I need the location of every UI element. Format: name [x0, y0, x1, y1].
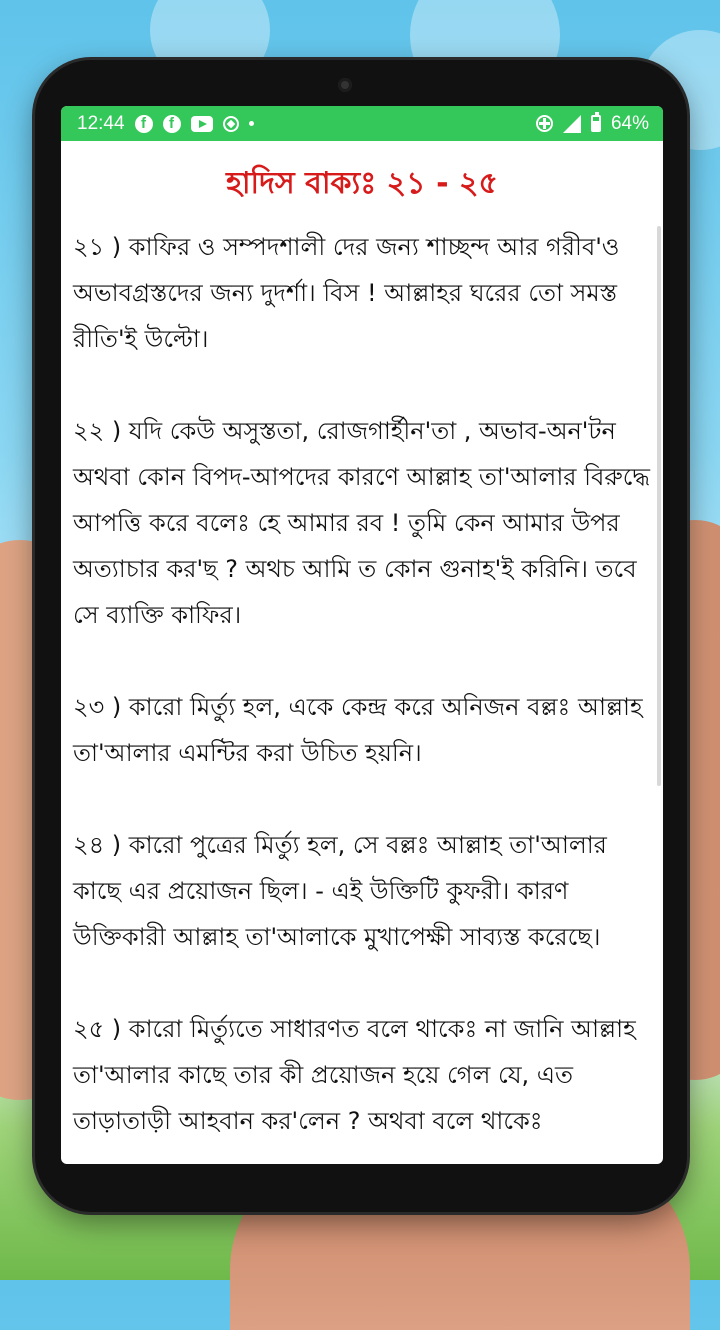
- hadith-21: ২১ ) কাফির ও সম্পদশালী দের জন্য শাচ্ছন্দ আর গরীব'ও অভাবগ্রস্তদের জন্য দুদর্শা। বিস ! আল্লাহর ঘরের তো সমস্ত রীতি'ই উল্টো।: [73, 233, 620, 353]
- status-right: [536, 113, 649, 135]
- hadith-24: ২৪ ) কারো পুত্রের মির্ত্যু হল, সে বল্লঃ আল্লাহ তা'আলার কাছে এর প্রয়োজন ছিল। - এই উক্তিটি কুফরী। কারণ উক্তিকারী আল্লাহ তা'আলাকে মুখাপেক্ষী সাব্যস্ত করেছে।: [73, 831, 607, 951]
- signal-icon: [563, 115, 581, 133]
- hadith-23: ২৩ ) কারো মির্ত্যু হল, একে কেন্দ্র করে অনিজন বল্লঃ আল্লাহ তা'আলার এমন্টির করা উচিত হয়নি।: [73, 693, 643, 767]
- aperture-icon: [223, 116, 239, 132]
- scrollbar[interactable]: [657, 226, 661, 786]
- hadith-content[interactable]: [61, 141, 663, 1144]
- hadith-25: ২৫ ) কারো মির্ত্যুতে সাধারণত বলে থাকেঃ না জানি আল্লাহ তা'আলার কাছে তার কী প্রয়োজন হয়ে গেল যে, এত তাড়াতাড়ী আহবান কর'লেন ? অথবা বলে থাকেঃ: [73, 1015, 636, 1135]
- page-title: হাদিস বাক্যঃ ২১ - ২৫: [226, 166, 498, 201]
- dot-icon: [249, 121, 254, 126]
- phone-screen: [61, 106, 663, 1164]
- youtube-icon: [191, 116, 213, 132]
- facebook-icon: f: [163, 115, 181, 133]
- data-saver-icon: [536, 115, 553, 132]
- battery-icon: [591, 115, 601, 132]
- facebook-icon: f: [135, 115, 153, 133]
- camera-icon: [338, 78, 352, 92]
- hadith-22: ২২ ) যদি কেউ অসুস্ততা, রোজগার্হীন'তা , অভাব-অন'টন অথবা কোন বিপদ-আপদের কারণে আল্লাহ তা'আলার বিরুদ্ধে আপত্তি করে বলেঃ হে আমার রব ! তুমি কেন আমার উপর অত্যাচার কর'ছ ? অথচ আমি ত কোন গুনাহ'ই করিনি। তবে সে ব্যাক্তি কাফির।: [73, 417, 650, 629]
- status-time: 12:44: [77, 112, 125, 134]
- battery-percent: 64%: [610, 112, 649, 134]
- status-left: [77, 113, 254, 135]
- status-bar: [61, 106, 663, 141]
- phone-frame: [35, 60, 687, 1212]
